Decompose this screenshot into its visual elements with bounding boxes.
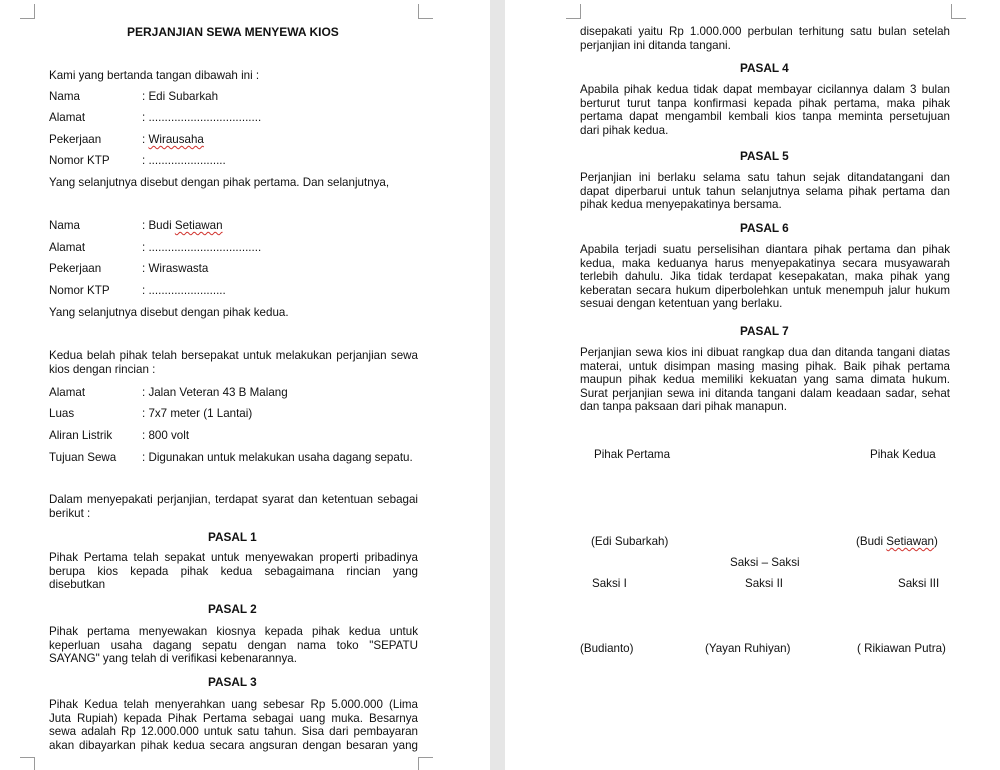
document-page-left [0, 0, 490, 770]
intro-text: Kami yang bertanda tangan dibawah ini : [49, 69, 260, 82]
pasal5-paragraph [580, 171, 950, 212]
paragraph-line: Pihak pertama menyewakan kiosnya kepada pihak kedua untuk [49, 625, 418, 638]
party2-ktp-value: : ........................ [142, 284, 226, 297]
detail-alamat-value: : Jalan Veteran 43 B Malang [142, 386, 288, 399]
pasal4-paragraph [580, 83, 950, 137]
spellcheck-word: Setiawan [174, 219, 223, 232]
party1-pekerjaan-label: Pekerjaan [49, 133, 102, 146]
paragraph-line: Apabila terjadi suatu perselisihan diantara pihak pertama dan pihak [580, 243, 950, 256]
paragraph-line: dapat diperbarui untuk tahun selanjutnya selama pihak pertama dan [580, 184, 950, 198]
paragraph-line: disebutkan [49, 578, 106, 591]
page-corner-mark [418, 757, 433, 770]
page-corner-mark [20, 4, 35, 19]
party2-pekerjaan-label: Pekerjaan [49, 262, 102, 275]
paragraph-line: kedua, maka keduanya harus menyepakatinya secara musyawarah [580, 256, 950, 270]
pasal7-heading: PASAL 7 [740, 324, 789, 338]
paragraph-line: SAYANG" yang telah di verifikasi kebenarannya. [49, 652, 297, 665]
pasal6-heading: PASAL 6 [740, 221, 789, 235]
party1-ktp-label: Nomor KTP [49, 154, 110, 167]
detail-listrik-label: Aliran Listrik [49, 429, 113, 442]
saksi1-name: (Budianto) [580, 642, 634, 655]
paragraph-line: sewa adalah Rp 12.000.000 untuk satu tahun. Sisa dari pembayaran [49, 725, 418, 738]
sig-pihak-kedua-name [856, 535, 938, 549]
detail-alamat-label: Alamat [49, 386, 86, 399]
document-title: PERJANJIAN SEWA MENYEWA KIOS [127, 25, 339, 39]
saksi1-label: Saksi I [592, 577, 627, 590]
paragraph-line: dari pihak kedua. [580, 123, 669, 137]
name-suffix: ) [934, 535, 938, 548]
detail-listrik-value: : 800 volt [142, 429, 190, 442]
page-corner-mark [951, 4, 966, 19]
paragraph-line: pertama dapat mengambil kembali kios tanpa meminta persetujuan [580, 110, 950, 123]
pasal2-paragraph [49, 625, 418, 666]
page-corner-mark [20, 757, 35, 770]
page-corner-mark [566, 4, 581, 19]
paragraph-line: Dalam menyepakati perjanjian, terdapat syarat dan ketentuan sebagai [49, 493, 418, 506]
agreement-paragraph [49, 349, 418, 376]
paragraph-line: Perjanjian ini berlaku selama satu tahun sejak ditandatangani dan [580, 171, 950, 184]
party1-alamat-value: : ................................... [142, 111, 262, 124]
pasal4-heading: PASAL 4 [740, 61, 789, 75]
spellcheck-word: Setiawan [886, 535, 934, 548]
paragraph-line: berikut : [49, 506, 91, 520]
name-prefix: (Budi [856, 535, 887, 548]
paragraph-line: perjanjian ini ditanda tangani. [580, 38, 731, 52]
page-corner-mark [418, 4, 433, 19]
paragraph-line: dan tanpa paksaan dari pihak manapun. [580, 400, 787, 413]
paragraph-line: Kedua belah pihak telah bersepakat untuk melakukan perjanjian sewa [49, 349, 418, 362]
pasal2-heading: PASAL 2 [208, 602, 257, 616]
party1-pekerjaan-value [142, 133, 204, 146]
pasal3-paragraph [49, 698, 418, 752]
sig-pihak-pertama-label: Pihak Pertama [594, 448, 671, 461]
saksi-heading: Saksi – Saksi [730, 556, 800, 569]
paragraph-line: keperluan usaha dagang sepatu dengan nama toko "SEPATU [49, 638, 418, 652]
party1-note: Yang selanjutnya disebut dengan pihak pertama. Dan selanjutnya, [49, 176, 390, 189]
pasal1-heading: PASAL 1 [208, 530, 257, 544]
party2-ktp-label: Nomor KTP [49, 284, 110, 297]
paragraph-line: Pihak Pertama telah sepakat untuk menyewakan properti pribadinya [49, 551, 418, 564]
party2-alamat-value: : ................................... [142, 241, 262, 254]
saksi2-label: Saksi II [745, 577, 784, 590]
paragraph-line: akan dibayarkan pihak kedua secara angsuran dengan besaran yang [49, 738, 418, 752]
party2-nama-value [142, 219, 223, 232]
paragraph-line: disepakati yaitu Rp 1.000.000 perbulan terhitung satu bulan setelah [580, 25, 950, 38]
sig-pihak-pertama-name: (Edi Subarkah) [591, 535, 669, 548]
pasal6-paragraph [580, 243, 950, 311]
detail-tujuan-label: Tujuan Sewa [49, 451, 117, 464]
pasal1-paragraph [49, 551, 418, 592]
saksi3-name: ( Rikiawan Putra) [857, 642, 946, 655]
paragraph-line: Juta Rupiah) kepada Pihak Pertama sebagai uang muka. Besarnya [49, 711, 418, 725]
paragraph-line: pihak kedua menyepakatinya bersama. [580, 198, 782, 211]
party1-ktp-value: : ........................ [142, 154, 226, 167]
value-prefix: : [142, 133, 149, 146]
party1-alamat-label: Alamat [49, 111, 86, 124]
paragraph-line: Pihak Kedua telah menyerahkan uang sebesar Rp 5.000.000 (Lima [49, 698, 418, 711]
paragraph-line: materai, untuk disimpan masing masing pihak. Baik pihak pertama [580, 359, 950, 373]
party2-pekerjaan-value: : Wiraswasta [142, 262, 209, 275]
paragraph-line: terlebih dahulu. Jika tidak terdapat kesepakatan, maka pihak yang [580, 270, 950, 283]
party2-note: Yang selanjutnya disebut dengan pihak kedua. [49, 306, 289, 319]
paragraph-line: berturut turut tanpa konfirmasi kepada pihak pertama, maka pihak [580, 96, 950, 110]
pasal3-heading: PASAL 3 [208, 675, 257, 689]
pasal5-heading: PASAL 5 [740, 149, 789, 163]
paragraph-line: sesuai dengan ketentuan yang berlaku. [580, 297, 783, 310]
paragraph-line: Surat perjanjian sewa ini ditanda tangani dalam keadaan sadar, sehat [580, 386, 950, 400]
detail-luas-value: : 7x7 meter (1 Lantai) [142, 407, 253, 420]
pasal3-continuation [580, 25, 950, 52]
paragraph-line: maupun pihak kedua memiliki kekuatan yang sama dimata hukum. [580, 373, 950, 386]
paragraph-line: keberatan secara hukum diperbolehkan untuk menempuh jalur hukum [580, 283, 950, 297]
detail-tujuan-value: : Digunakan untuk melakukan usaha dagang sepatu. [142, 451, 413, 464]
detail-luas-label: Luas [49, 407, 75, 420]
terms-paragraph [49, 493, 418, 520]
party2-nama-label: Nama [49, 219, 80, 232]
paragraph-line: kios dengan rincian : [49, 362, 156, 376]
party1-nama-label: Nama [49, 90, 80, 103]
party2-alamat-label: Alamat [49, 241, 86, 254]
spellcheck-word: Wirausaha [148, 133, 204, 146]
party1-nama-value: : Edi Subarkah [142, 90, 219, 103]
paragraph-line: Perjanjian sewa kios ini dibuat rangkap dua dan ditanda tangani diatas [580, 346, 950, 359]
sig-pihak-kedua-label: Pihak Kedua [870, 448, 936, 461]
saksi3-label: Saksi III [898, 577, 940, 590]
pasal7-paragraph [580, 346, 950, 414]
saksi2-name: (Yayan Ruhiyan) [705, 642, 791, 655]
paragraph-line: berupa kios kepada pihak kedua sebagaimana rincian yang [49, 564, 418, 578]
value-prefix: : Budi [142, 219, 175, 232]
paragraph-line: Apabila pihak kedua tidak dapat membayar cicilannya dalam 3 bulan [580, 83, 950, 96]
document-page-right [505, 0, 1000, 770]
